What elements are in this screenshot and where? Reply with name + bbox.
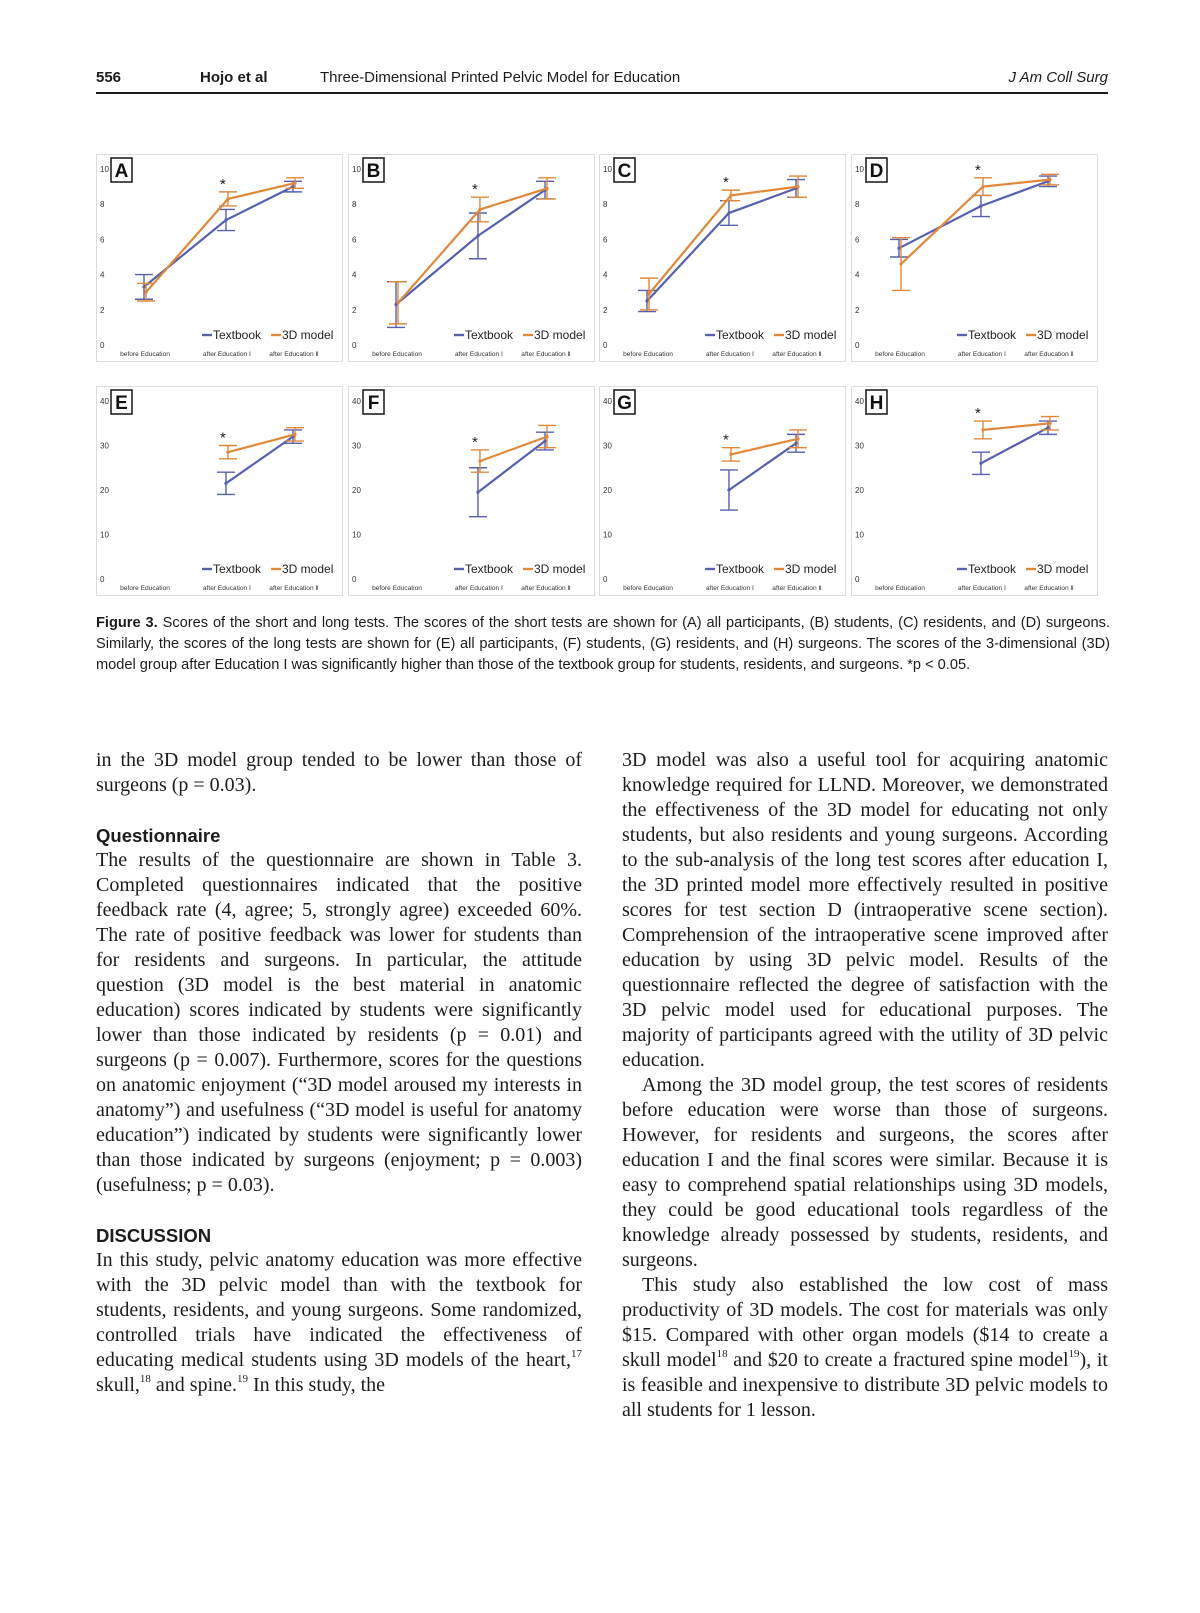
text-run: and $20 to create a fractured spine model — [727, 1349, 1069, 1371]
legend-label-textbook: Textbook — [465, 328, 514, 342]
legend-label-3d-model: 3D model — [1037, 328, 1089, 342]
data-point — [293, 433, 296, 436]
y-tick-label: 2 — [855, 305, 860, 315]
data-point — [478, 208, 481, 211]
paragraph: 3D model was also a useful tool for acquiring anatomic knowledge required for LLND. Moreover, we demonstrated the effectiveness of the 3D model for educating not only students, but also residents and young surgeons. According to the sub-analysis of the long test scores after education I, the 3D printed model more effectively resulted in positive scores for test section D (intraoperative scene section). Comprehension of the intraoperative scene improved after education by using 3D pelvic model. Results of the questionnaire reflected the degree of satisfaction with the 3D pelvic model used for educational purposes. The majority of participants agreed with the utility of 3D pelvic education. — [622, 749, 1108, 1071]
legend-label-textbook: Textbook — [968, 562, 1017, 576]
y-tick-label: 0 — [855, 575, 860, 584]
data-point — [545, 187, 548, 190]
series-line-textbook — [899, 181, 1048, 248]
y-tick-label: 0 — [855, 341, 860, 350]
y-tick-label: 20 — [100, 486, 109, 495]
y-tick-label: 2 — [100, 305, 105, 315]
series-line-3d-model — [480, 437, 547, 462]
legend-label-textbook: Textbook — [716, 562, 765, 576]
data-point — [796, 185, 799, 188]
text-run: ), it is feasible and inexpensive to distribute 3D pelvic models to all students for 1 lesson. — [622, 1349, 1108, 1421]
panel-label: B — [366, 161, 381, 182]
legend-label-textbook: Textbook — [465, 562, 514, 576]
data-point — [647, 292, 650, 295]
x-tick-label: after Education Ⅰ — [202, 351, 252, 358]
data-point — [478, 459, 481, 462]
data-point — [226, 197, 229, 200]
reference-19[interactable]: 19 — [237, 1373, 248, 1386]
text-run: skull, — [96, 1374, 140, 1396]
chart-d — [852, 155, 1097, 361]
text-run: In this study, pelvic anatomy education was more effective with the 3D pelvic model than with the textbook for students, residents, and young surgeons. Some randomized, controlled trials have indicated the effectiveness of educating medical students using 3D models of the heart, — [96, 1249, 582, 1371]
significance-star: * — [723, 174, 729, 192]
figure-caption — [96, 613, 1110, 676]
y-tick-label: 10 — [100, 165, 109, 174]
series-line-textbook — [396, 190, 545, 304]
x-tick-label: after Education Ⅰ — [705, 585, 755, 592]
paragraph: in the 3D model group tended to be lower than those of surgeons (p = 0.03). — [96, 749, 582, 796]
data-point — [979, 204, 982, 207]
data-point — [899, 262, 902, 265]
x-tick-label: after Education Ⅱ — [1024, 585, 1074, 592]
caption-label: Figure 3. — [96, 615, 158, 631]
section-heading-questionnaire: Questionnaire — [96, 825, 221, 846]
data-point — [1048, 422, 1051, 425]
significance-star: * — [220, 175, 226, 193]
y-tick-label: 10 — [100, 530, 109, 540]
chart-b — [349, 155, 594, 361]
significance-star: * — [975, 161, 981, 179]
y-tick-label: 20 — [352, 486, 361, 495]
y-tick-label: 30 — [100, 441, 109, 451]
data-point — [1048, 178, 1051, 181]
panel-label: G — [617, 393, 632, 414]
data-point — [794, 442, 797, 445]
y-tick-label: 6 — [100, 235, 105, 245]
y-tick-label: 4 — [603, 270, 608, 280]
data-point — [142, 285, 145, 288]
x-tick-label: after Education Ⅰ — [202, 585, 252, 592]
panel-g — [599, 386, 846, 596]
data-point — [981, 428, 984, 431]
panel-e — [96, 386, 343, 596]
y-tick-label: 30 — [352, 441, 361, 451]
x-tick-label: after Education Ⅱ — [269, 351, 319, 358]
data-point — [144, 291, 147, 294]
series-line-3d-model — [398, 188, 547, 302]
series-line-3d-model — [983, 423, 1050, 430]
x-tick-label: after Education Ⅱ — [772, 351, 822, 358]
series-line-3d-model — [649, 187, 798, 294]
y-tick-label: 10 — [855, 530, 864, 540]
significance-star: * — [472, 433, 478, 451]
x-tick-label: before Education — [120, 351, 170, 358]
chart-h — [852, 387, 1097, 595]
chart-f — [349, 387, 594, 595]
panel-label: A — [114, 161, 129, 182]
panel-label: C — [617, 161, 632, 182]
running-title: Three-Dimensional Printed Pelvic Model for Education — [320, 69, 681, 86]
legend-label-textbook: Textbook — [213, 562, 262, 576]
text-run: and spine. — [150, 1374, 237, 1396]
y-tick-label: 8 — [100, 200, 105, 210]
y-tick-label: 6 — [352, 235, 357, 245]
chart-c — [600, 155, 845, 361]
paragraph: The results of the questionnaire are shown in Table 3. Completed questionnaires indicated that the positive feedback rate (4, agree; 5, strongly agree) exceeded 60%. The rate of positive feedback was lower for students than for residents and surgeons. In particular, the attitude question (3D model is the best material in anatomic education) scores indicated by students were significantly lower than those indicated by residents (p = 0.01) and surgeons (p = 0.007). Furthermore, scores for the questions on anatomic enjoyment (“3D model aroused my interests in anatomy”) and usefulness (“3D model is useful for anatomy education”) indicated by students were significantly lower than those indicated by surgeons (enjoyment; p = 0.003) (usefulness; p = 0.03). — [96, 849, 582, 1196]
running-authors: Hojo et al — [200, 69, 268, 86]
y-tick-label: 0 — [603, 575, 608, 584]
y-tick-label: 10 — [352, 530, 361, 540]
right-column — [622, 748, 1108, 1423]
x-tick-label: before Education — [372, 351, 422, 358]
reference-17[interactable]: 17 — [571, 1348, 582, 1361]
section-heading-discussion: DISCUSSION — [96, 1225, 212, 1246]
data-point — [224, 218, 227, 221]
y-tick-label: 8 — [855, 200, 860, 210]
journal-name: J Am Coll Surg — [1008, 69, 1108, 86]
running-header — [96, 68, 1108, 94]
significance-star: * — [723, 431, 729, 449]
y-tick-label: 0 — [100, 341, 105, 350]
panel-label: E — [115, 393, 128, 414]
reference-18[interactable]: 18 — [716, 1348, 728, 1361]
x-tick-label: before Education — [875, 585, 925, 592]
x-tick-label: before Education — [875, 351, 925, 358]
y-tick-label: 2 — [352, 305, 357, 315]
y-tick-label: 40 — [855, 397, 864, 406]
data-point — [981, 185, 984, 188]
left-column — [96, 748, 582, 1398]
y-tick-label: 40 — [352, 397, 361, 406]
data-point — [476, 234, 479, 237]
x-tick-label: after Education Ⅰ — [454, 351, 504, 358]
page-number: 556 — [96, 69, 122, 86]
y-tick-label: 10 — [603, 165, 612, 174]
series-line-textbook — [144, 187, 293, 287]
data-point — [979, 462, 982, 465]
significance-star: * — [220, 429, 226, 447]
x-tick-label: after Education Ⅱ — [521, 351, 571, 358]
y-tick-label: 10 — [603, 530, 612, 540]
text-run: This study also established the low cost of mass productivity of 3D models. The cost for materials was only $15. Compared with other organ models ($14 to create a skull model — [622, 1274, 1108, 1371]
x-tick-label: after Education Ⅱ — [269, 585, 319, 592]
x-tick-label: after Education Ⅰ — [957, 585, 1007, 592]
y-tick-label: 6 — [603, 235, 608, 245]
y-tick-label: 0 — [603, 341, 608, 350]
panel-c — [599, 154, 846, 362]
data-point — [729, 453, 732, 456]
y-tick-label: 4 — [352, 270, 357, 280]
y-tick-label: 2 — [603, 305, 608, 315]
data-point — [1046, 426, 1049, 429]
y-tick-label: 10 — [352, 165, 361, 174]
panel-a — [96, 154, 343, 362]
chart-a — [97, 155, 342, 361]
legend-label-3d-model: 3D model — [534, 562, 586, 576]
significance-star: * — [975, 405, 981, 423]
reference-18[interactable]: 18 — [139, 1373, 151, 1386]
data-point — [727, 488, 730, 491]
data-point — [224, 482, 227, 485]
x-tick-label: after Education Ⅰ — [705, 351, 755, 358]
significance-star: * — [472, 181, 478, 199]
x-tick-label: before Education — [623, 585, 673, 592]
data-point — [293, 181, 296, 184]
legend-label-textbook: Textbook — [968, 328, 1017, 342]
series-line-textbook — [729, 443, 796, 490]
data-point — [897, 247, 900, 250]
y-tick-label: 40 — [603, 397, 612, 406]
text-run: In this study, the — [248, 1374, 386, 1396]
y-tick-label: 8 — [352, 200, 357, 210]
panel-b — [348, 154, 595, 362]
y-tick-label: 4 — [855, 270, 860, 280]
reference-19[interactable]: 19 — [1068, 1348, 1080, 1361]
y-tick-label: 0 — [352, 575, 357, 584]
legend-label-3d-model: 3D model — [534, 328, 586, 342]
x-tick-label: after Education Ⅰ — [957, 351, 1007, 358]
panel-f — [348, 386, 595, 596]
y-tick-label: 0 — [352, 341, 357, 350]
x-tick-label: after Education Ⅱ — [1024, 351, 1074, 358]
legend-label-3d-model: 3D model — [282, 328, 334, 342]
y-tick-label: 20 — [855, 486, 864, 495]
panel-label: D — [869, 161, 884, 182]
panel-label: F — [367, 393, 380, 414]
paragraph — [96, 1248, 582, 1398]
legend-label-3d-model: 3D model — [785, 562, 837, 576]
legend-label-3d-model: 3D model — [1037, 562, 1089, 576]
series-line-3d-model — [901, 180, 1050, 264]
series-line-textbook — [981, 428, 1048, 464]
y-tick-label: 30 — [603, 441, 612, 451]
legend-label-3d-model: 3D model — [282, 562, 334, 576]
y-tick-label: 8 — [603, 200, 608, 210]
y-tick-label: 40 — [100, 397, 109, 406]
chart-e — [97, 387, 342, 595]
x-tick-label: before Education — [372, 585, 422, 592]
y-tick-label: 6 — [855, 235, 860, 245]
data-point — [796, 437, 799, 440]
y-tick-label: 4 — [100, 270, 105, 280]
paragraph: Among the 3D model group, the test scores of residents before education were worse than those of surgeons. However, for residents and surgeons, the scores after education I and the final scores were similar. Because it is easy to comprehend spatial relationships using 3D models, they could be good educational tools regardless of the knowledge already possessed by students, residents, and surgeons. — [622, 1074, 1108, 1271]
legend-label-textbook: Textbook — [213, 328, 262, 342]
panel-h — [851, 386, 1098, 596]
x-tick-label: after Education Ⅱ — [521, 585, 571, 592]
panel-label: H — [869, 393, 884, 414]
data-point — [396, 301, 399, 304]
data-point — [545, 435, 548, 438]
data-point — [543, 439, 546, 442]
y-tick-label: 30 — [855, 441, 864, 451]
data-point — [729, 194, 732, 197]
y-tick-label: 0 — [100, 575, 105, 584]
panel-d — [851, 154, 1098, 362]
caption-text: Scores of the short and long tests. The scores of the short tests are shown for (A) all participants, (B) students, (C) residents, and (D) surgeons. Similarly, the scores of the long tests are shown for (E) all participants, (F) students, (G) residents, and (H) surgeons. The scores of the 3-dimensional (3D) model group after Education I was significantly higher than those of the textbook group for students, residents, and surgeons. *p < 0.05. — [96, 615, 1111, 673]
legend-label-textbook: Textbook — [716, 328, 765, 342]
x-tick-label: after Education Ⅱ — [772, 585, 822, 592]
y-tick-label: 10 — [855, 165, 864, 174]
chart-g — [600, 387, 845, 595]
x-tick-label: after Education Ⅰ — [454, 585, 504, 592]
series-line-3d-model — [146, 183, 295, 292]
x-tick-label: before Education — [120, 585, 170, 592]
y-tick-label: 20 — [603, 486, 612, 495]
data-point — [476, 491, 479, 494]
legend-label-3d-model: 3D model — [785, 328, 837, 342]
x-tick-label: before Education — [623, 351, 673, 358]
data-point — [645, 299, 648, 302]
paragraph — [622, 1273, 1108, 1423]
data-point — [226, 451, 229, 454]
data-point — [727, 211, 730, 214]
